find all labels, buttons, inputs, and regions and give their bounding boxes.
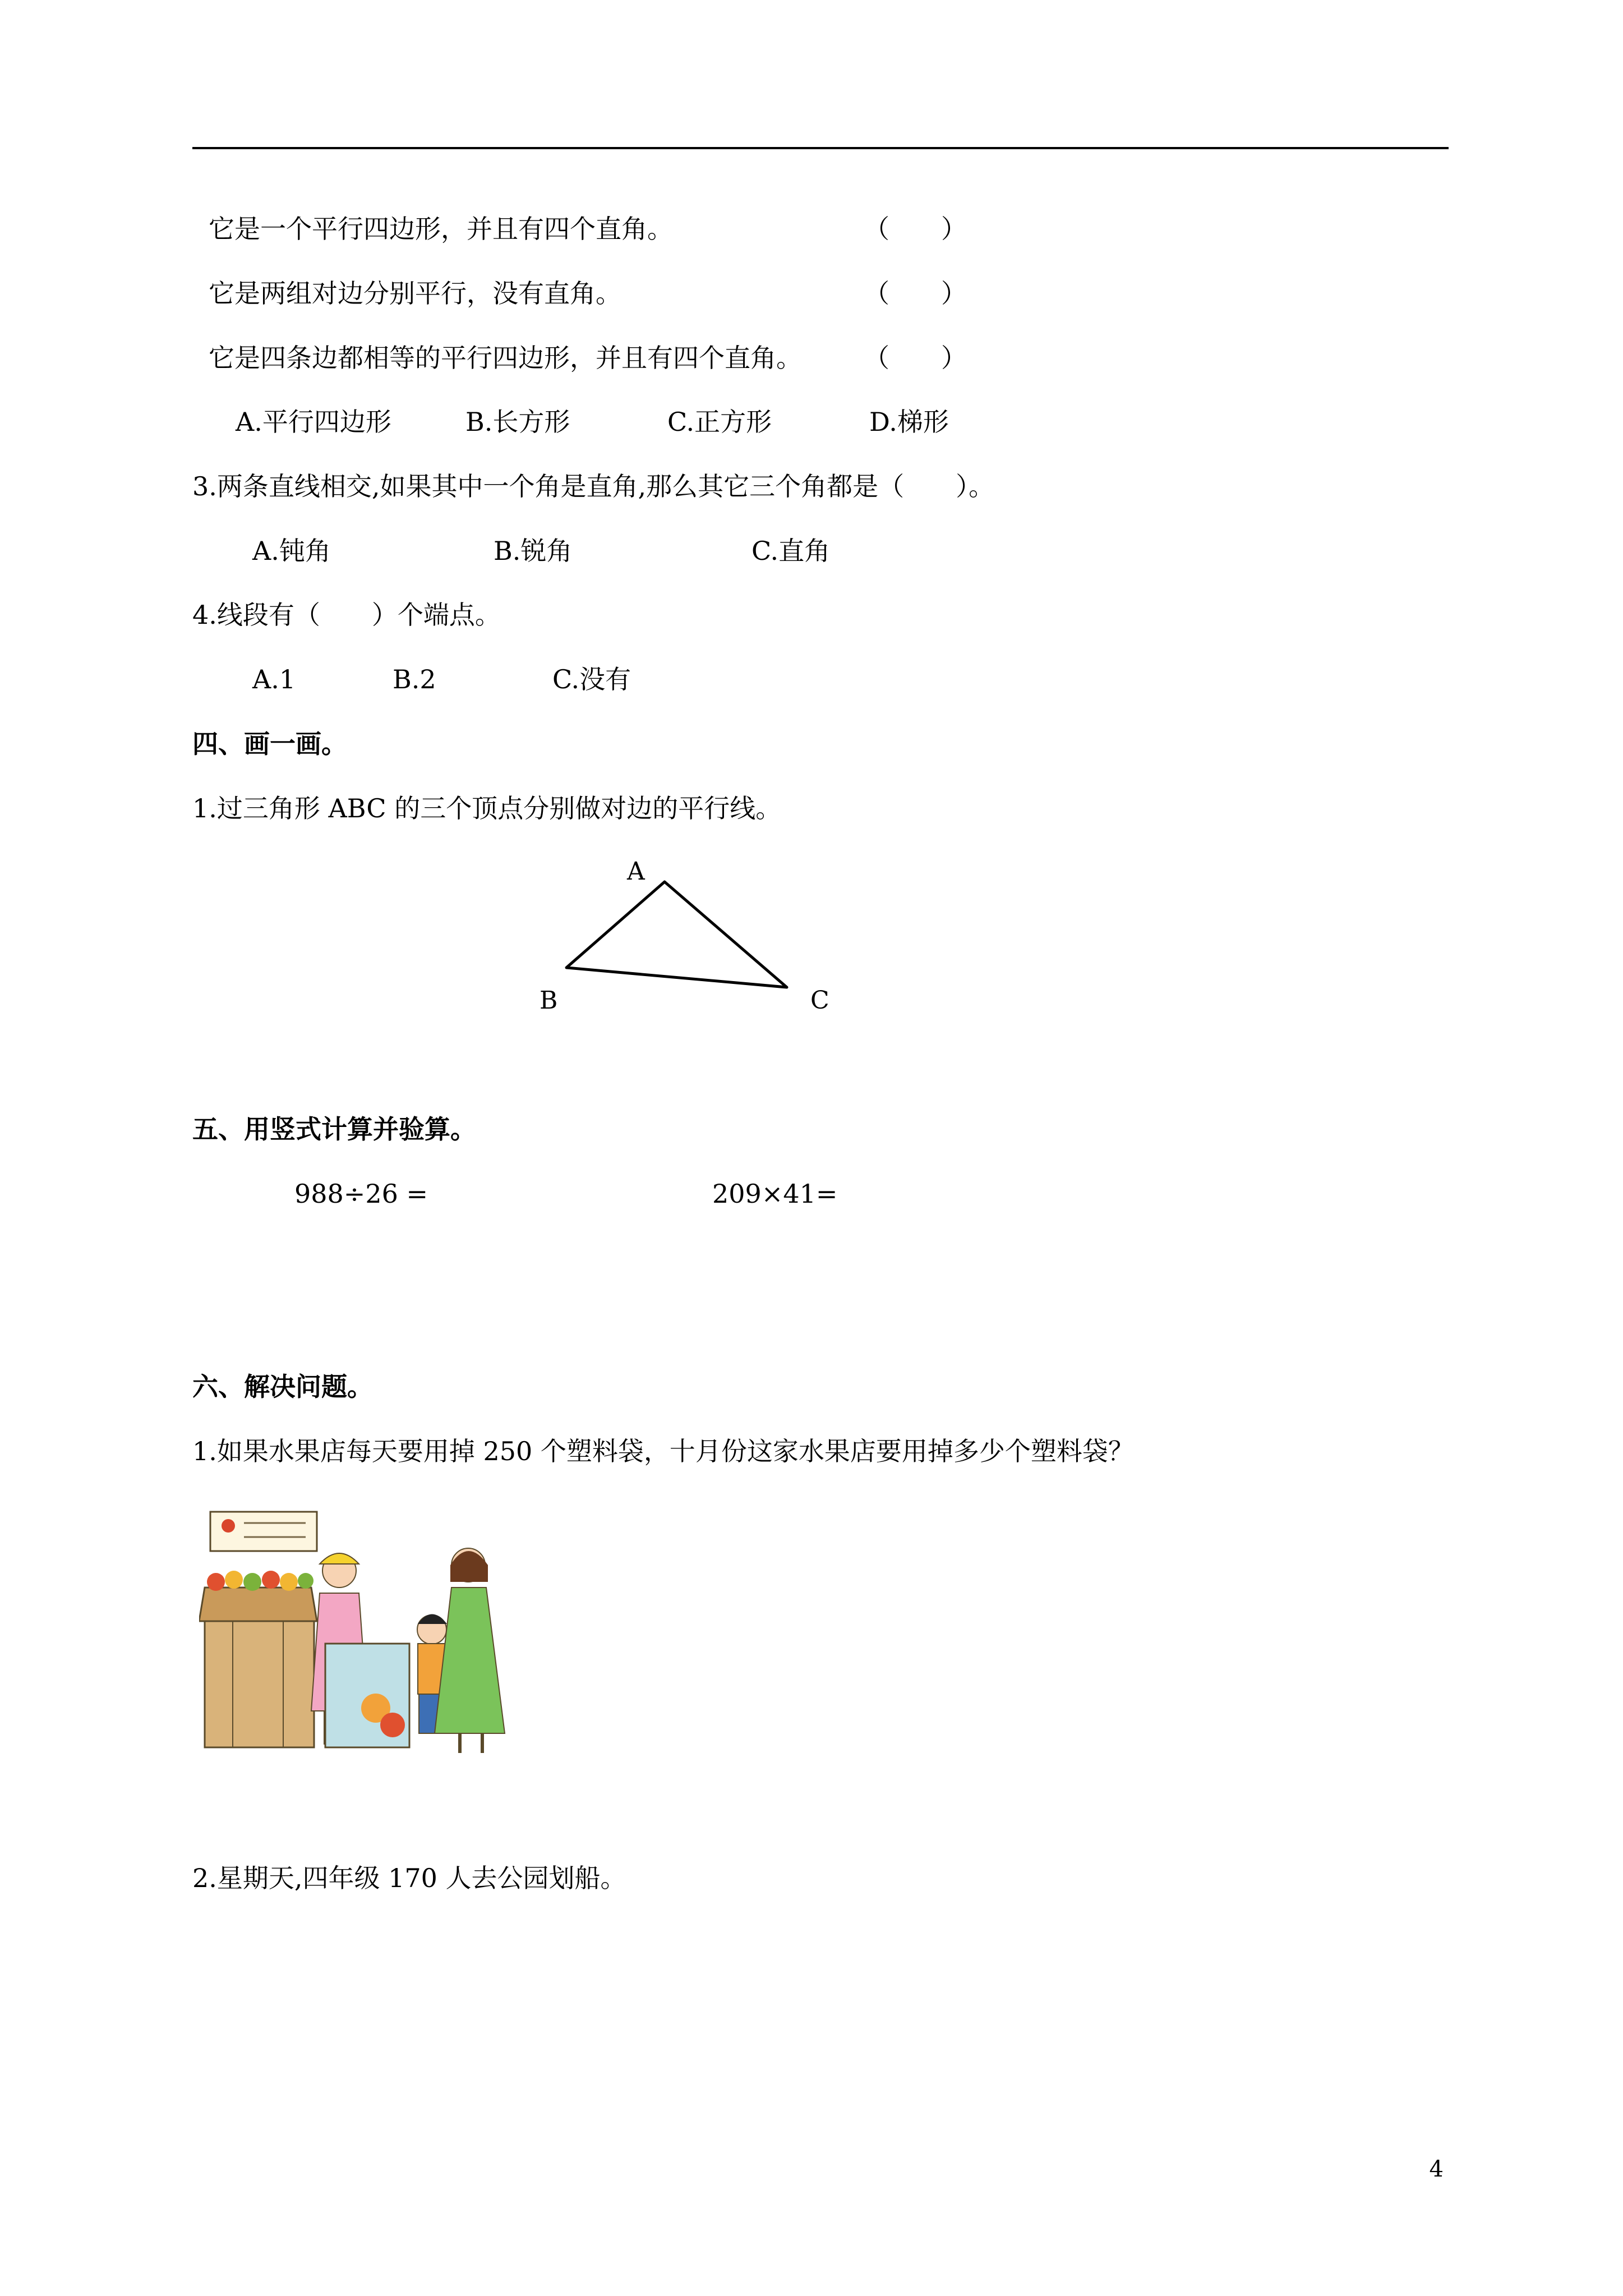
- vertex-label-b: B: [540, 986, 558, 1015]
- calc-expression-1: 988÷26 =: [294, 1179, 428, 1209]
- vertex-label-a: A: [627, 857, 645, 886]
- option-c: C.正方形: [667, 407, 772, 437]
- section-6-question-1: 1.如果水果店每天要用掉 250 个塑料袋，十月份这家水果店要用掉多少个塑料袋？: [192, 1436, 1134, 1466]
- question-3: 3.两条直线相交,如果其中一个角是直角,那么其它三个角都是（ ）。: [192, 471, 995, 501]
- q3-option-b: B.锐角: [494, 536, 573, 566]
- answer-paren-1[interactable]: （ ）: [864, 214, 967, 244]
- section-4-title: 四、画一画。: [192, 729, 347, 759]
- section-6-title: 六、解决问题。: [192, 1372, 373, 1402]
- section-4-question-1: 1.过三角形 ABC 的三个顶点分别做对边的平行线。: [192, 793, 782, 823]
- answer-paren-2[interactable]: （ ）: [864, 278, 967, 309]
- option-a: A.平行四边形: [236, 407, 391, 437]
- page-number: 4: [1429, 2156, 1444, 2182]
- triangle-abc: [566, 882, 787, 987]
- q4-option-c: C.没有: [552, 664, 631, 694]
- vertex-label-c: C: [810, 986, 829, 1015]
- statement-3: 它是四条边都相等的平行四边形，并且有四个直角。: [209, 343, 802, 373]
- fruit-stand-top: [199, 1588, 317, 1621]
- triangle-abc-figure: [505, 841, 897, 1032]
- q3-option-a: A.钝角: [252, 536, 331, 566]
- apple-icon: [222, 1519, 235, 1533]
- calc-expression-2: 209×41=: [712, 1179, 838, 1209]
- statement-2: 它是两组对边分别平行，没有直角。: [209, 278, 621, 309]
- question-4: 4.线段有（ ）个端点。: [192, 600, 501, 630]
- header-rule: [192, 147, 1449, 149]
- fruit-stand-base: [205, 1621, 314, 1747]
- section-5-title: 五、用竖式计算并验算。: [192, 1114, 476, 1144]
- statement-1: 它是一个平行四边形，并且有四个直角。: [209, 214, 673, 244]
- fruit-shop-illustration: [199, 1509, 524, 1761]
- option-d: D.梯形: [869, 407, 949, 437]
- answer-paren-3[interactable]: （ ）: [864, 343, 967, 373]
- section-6-question-2: 2.星期天,四年级 170 人去公园划船。: [192, 1863, 626, 1893]
- q4-option-b: B.2: [393, 664, 436, 694]
- option-b: B.长方形: [465, 407, 570, 437]
- q3-option-c: C.直角: [751, 536, 831, 566]
- q4-option-a: A.1: [252, 664, 296, 694]
